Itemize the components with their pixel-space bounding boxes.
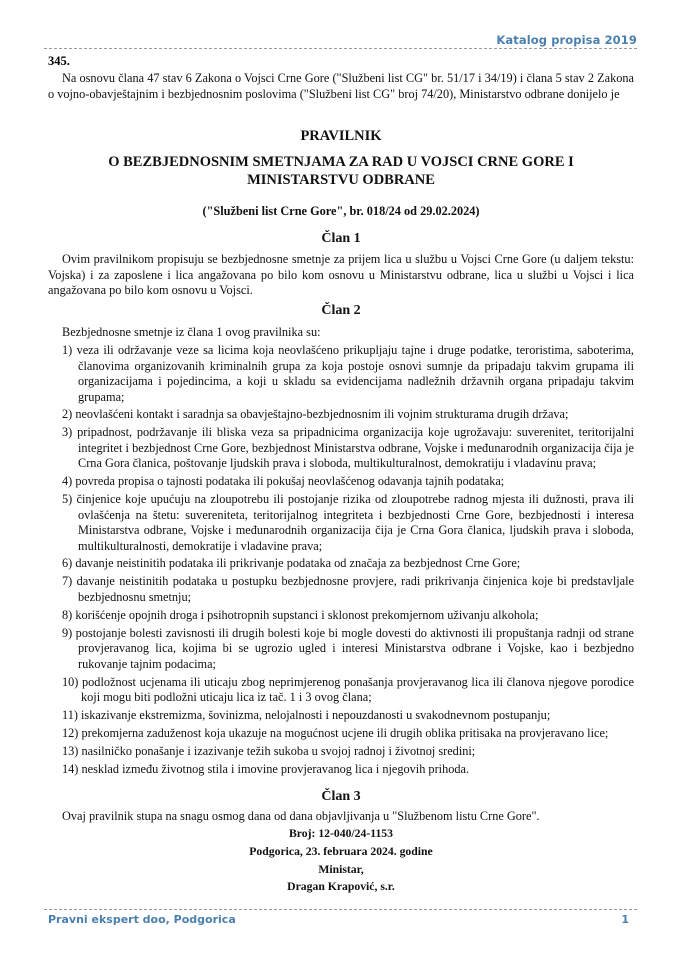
- footer-divider: [44, 909, 637, 910]
- article-3-text: Ovaj pravilnik stupa na snagu osmog dana od dana objavljivanja u "Službenom listu Crne Gore".: [62, 809, 540, 823]
- list-item: 3) pripadnost, podržavanje ili bliska veza sa pripadnicima organizacija koje ugrožavaju: suverenitet, teritorijalni integritet i bezbjednost Crne Gore, bezbjednost Ministarstva odbrane, Vojske i međunarodnih organizacija čija je Crna Gora članica, poštovanje ljudskih prava i sloboda, multikulturalnost, demokratiju i vladavinu prava;: [62, 425, 634, 471]
- list-item: 13) nasilničko ponašanje i izazivanje težih sukoba u svojoj radnoj i životnoj sredini;: [62, 743, 476, 758]
- document-number: 345.: [48, 54, 70, 68]
- list-item: 10) podložnost ucjenama ili uticaju zbog neprimjerenog ponašanja provjeravanog lica ili članova njegove porodice koji mogu biti podložni uticaju lica iz tač. 1 i 3 ovog člana;: [62, 674, 634, 705]
- catalog-header-title: Katalog propisa 2019: [496, 33, 637, 47]
- list-item: 11) iskazivanje ekstremizma, šovinizma, nelojalnosti i nepouzdanosti u svakodnevnom postupanju;: [62, 707, 551, 722]
- document-title: PRAVILNIK: [300, 128, 382, 144]
- preamble-paragraph: Na osnovu člana 47 stav 6 Zakona o Vojsci Crne Gore ("Službeni list CG" br. 51/17 i 34/19) i člana 5 stav 2 Zakona o vojno-obavještajnim i bezbjednosnim poslovima ("Službeni list CG" broj 74/20), Ministarstvo odbrane donijelo je: [48, 71, 634, 101]
- article-2-lead: Bezbjednosne smetnje iz člana 1 ovog pravilnika su:: [62, 325, 321, 339]
- list-item: 8) korišćenje opojnih droga i psihotropnih supstanci i sklonost prekomjernom uživanju alkohola;: [62, 607, 539, 622]
- security-obstacles-list: [62, 343, 634, 779]
- footer-page-number: 1: [621, 913, 629, 926]
- list-item: 7) davanje neistinitih podataka u postupku bezbjednosne provjere, radi prikrivanja činjenica koje bi predstavljale bezbjednosnu smetnju;: [62, 574, 634, 604]
- article-2-heading: Član 2: [321, 303, 361, 318]
- list-item: 4) povreda propisa o tajnosti podataka ili pokušaj neovlašćenog odavanja tajnih podataka;: [62, 474, 505, 489]
- article-1-heading: Član 1: [321, 231, 361, 246]
- list-item: 12) prekomjerna zaduženost koja ukazuje na mogućnost ucjene ili drugih oblika pritisaka na provjeravano lice;: [62, 725, 609, 740]
- list-item: 14) nesklad između životnog stila i imovine provjeravanog lica i njegovih prihoda.: [62, 761, 470, 776]
- list-item: 2) neovlašćeni kontakt i saradnja sa obavještajno-bezbjednosnim ili vojnim strukturama drugih država;: [62, 407, 569, 422]
- signature-role: Ministar,: [318, 863, 364, 876]
- gazette-reference: ("Službeni list Crne Gore", br. 018/24 od 29.02.2024): [202, 204, 480, 218]
- list-item: 1) veza ili održavanje veze sa licima koja neovlašćeno prikupljaju tajne i druge podatke, teroristima, saboterima, članovima organizovanih kriminalnih grupa za koja postoje osnovi sumnje da pripadaju takvim grupama ili organizacijama i pojedincima, a koji u skladu sa evidencijama nadležnih državnih organa pripadaju takvim grupama;: [62, 343, 634, 404]
- list-item: 6) davanje neistinitih podataka ili prikrivanje podataka od značaja za bezbjednost Crne Gore;: [62, 556, 521, 571]
- article-3-heading: Član 3: [321, 789, 361, 804]
- signature-number: Broj: 12-040/24-1153: [289, 827, 393, 840]
- article-1-text: Ovim pravilnikom propisuju se bezbjednosne smetnje za prijem lica u službu u Vojsci Crne Gore (u daljem tekstu: Vojska) i za zaposlene i lica angažovana po bilo kom osnovu u Ministarstvu odbrane, lica u službi u Vojsci i lica angažovana po bilo kom osnovu u Vojsci.: [48, 252, 634, 297]
- list-item: 9) postojanje bolesti zavisnosti ili drugih bolesti koje bi mogle dovesti do aktivnosti ili propuštanja radnji od strane provjeravanog lica, kojima bi se ugrozio ugled i interesi Ministarstva odbrane i Vojske, kao i bezbjedno rukovanje tajnim podacima;: [62, 625, 634, 671]
- signature-name: Dragan Krapović, s.r.: [287, 880, 395, 893]
- signature-place-date: Podgorica, 23. februara 2024. godine: [249, 845, 433, 858]
- header-divider: [44, 48, 637, 49]
- footer-publisher: Pravni ekspert doo, Podgorica: [48, 913, 236, 926]
- list-item: 5) činjenice koje upućuju na zloupotrebu ili postojanje rizika od zloupotrebe radnog mjesta ili dužnosti, prava ili ovlašćenja na štetu: suvereniteta, teritorijalnog integriteta i bezbjednosti Crne Gore, bezbjednosti i interesa Ministarstva odbrane, Vojske i međunarodnih organizacija čija je Crna Gora članica, ljudskih prava i sloboda, multikulturalnosti, demokratije i vladavine prava;: [62, 492, 634, 553]
- document-subtitle: O BEZBJEDNOSNIM SMETNJAMA ZA RAD U VOJSCI CRNE GORE I MINISTARSTVU ODBRANE: [108, 154, 574, 188]
